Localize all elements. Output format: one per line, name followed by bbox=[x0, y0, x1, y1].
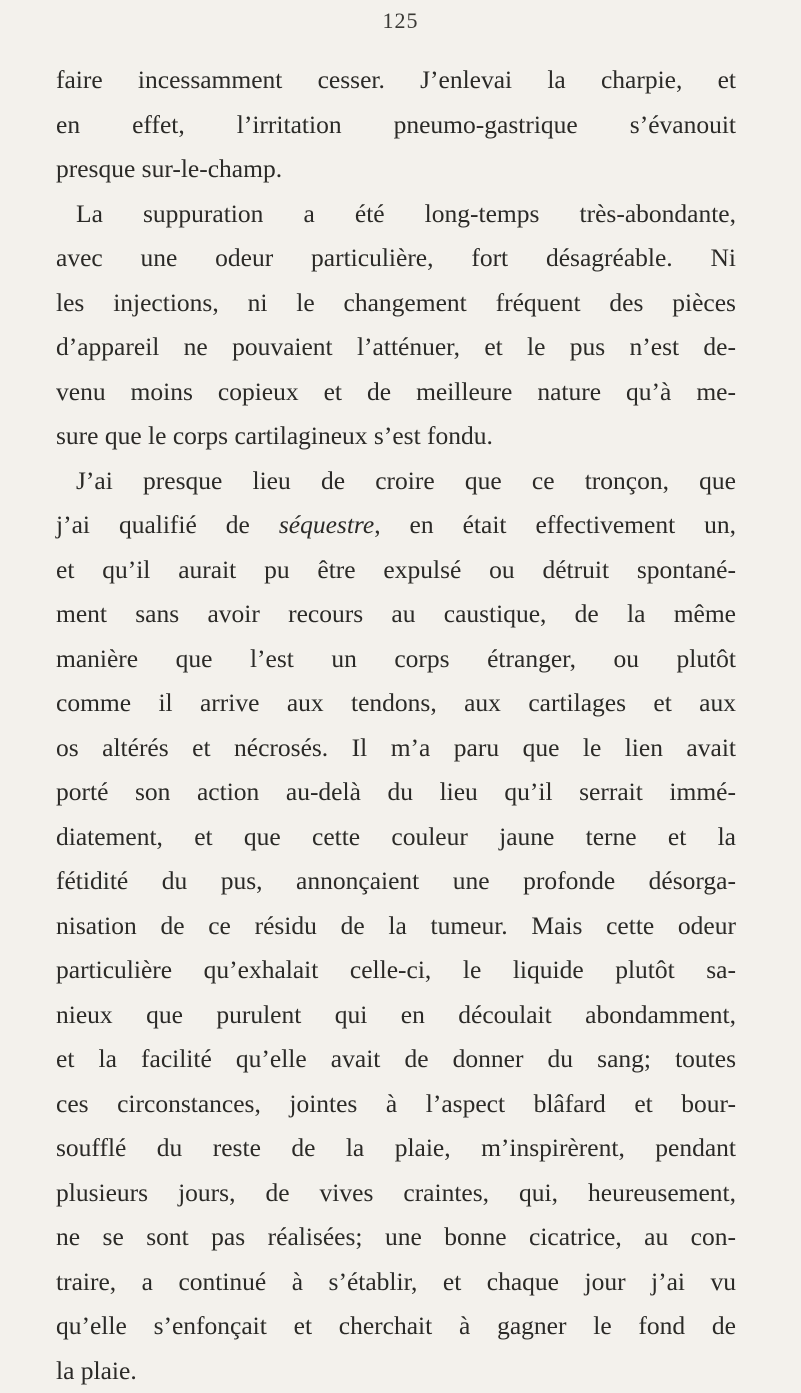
text-line: fétidité du pus, annonçaient une profonde désorga- bbox=[56, 859, 736, 904]
text-line: soufflé du reste de la plaie, m’inspirèrent, pendant bbox=[56, 1126, 736, 1171]
text-line: et la facilité qu’elle avait de donner du sang; toutes bbox=[56, 1037, 736, 1082]
text-line: nieux que purulent qui en découlait abondamment, bbox=[56, 993, 736, 1038]
italic-term: séquestre bbox=[279, 510, 374, 539]
body-text bbox=[56, 58, 736, 1393]
text-line: venu moins copieux et de meilleure nature qu’à me- bbox=[56, 370, 736, 415]
text-line: et qu’il aurait pu être expulsé ou détruit spontané- bbox=[56, 548, 736, 593]
text-line: qu’elle s’enfonçait et cherchait à gagner le fond de bbox=[56, 1304, 736, 1349]
text-line: porté son action au-delà du lieu qu’il serrait immé- bbox=[56, 770, 736, 815]
text-line: sure que le corps cartilagineux s’est fondu. bbox=[56, 414, 736, 459]
text-line: d’appareil ne pouvaient l’atténuer, et le pus n’est de- bbox=[56, 325, 736, 370]
text-line: faire incessamment cesser. J’enlevai la charpie, et bbox=[56, 58, 736, 103]
text-line: manière que l’est un corps étranger, ou plutôt bbox=[56, 637, 736, 682]
text-line: La suppuration a été long-temps très-abondante, bbox=[56, 192, 736, 237]
text-line: diatement, et que cette couleur jaune terne et la bbox=[56, 815, 736, 860]
text-line: ment sans avoir recours au caustique, de la même bbox=[56, 592, 736, 637]
text-line: avec une odeur particulière, fort désagréable. Ni bbox=[56, 236, 736, 281]
text-line: en effet, l’irritation pneumo-gastrique s’évanouit bbox=[56, 103, 736, 148]
text-line: ces circonstances, jointes à l’aspect blâfard et bour- bbox=[56, 1082, 736, 1127]
text-line: ne se sont pas réalisées; une bonne cicatrice, au con- bbox=[56, 1215, 736, 1260]
text-line: les injections, ni le changement fréquent des pièces bbox=[56, 281, 736, 326]
page-number: 125 bbox=[0, 8, 801, 34]
text-line: la plaie. bbox=[56, 1349, 736, 1393]
text-segment: , en était effectivement un, bbox=[374, 510, 736, 539]
text-line bbox=[56, 503, 736, 548]
text-line: particulière qu’exhalait celle-ci, le liquide plutôt sa- bbox=[56, 948, 736, 993]
text-line: nisation de ce résidu de la tumeur. Mais cette odeur bbox=[56, 904, 736, 949]
text-line: traire, a continué à s’établir, et chaque jour j’ai vu bbox=[56, 1260, 736, 1305]
text-line: plusieurs jours, de vives craintes, qui, heureusement, bbox=[56, 1171, 736, 1216]
text-line: os altérés et nécrosés. Il m’a paru que le lien avait bbox=[56, 726, 736, 771]
text-segment: j’ai qualifié de bbox=[56, 510, 279, 539]
text-line: presque sur-le-champ. bbox=[56, 147, 736, 192]
text-line: J’ai presque lieu de croire que ce tronçon, que bbox=[56, 459, 736, 504]
text-line: comme il arrive aux tendons, aux cartilages et aux bbox=[56, 681, 736, 726]
